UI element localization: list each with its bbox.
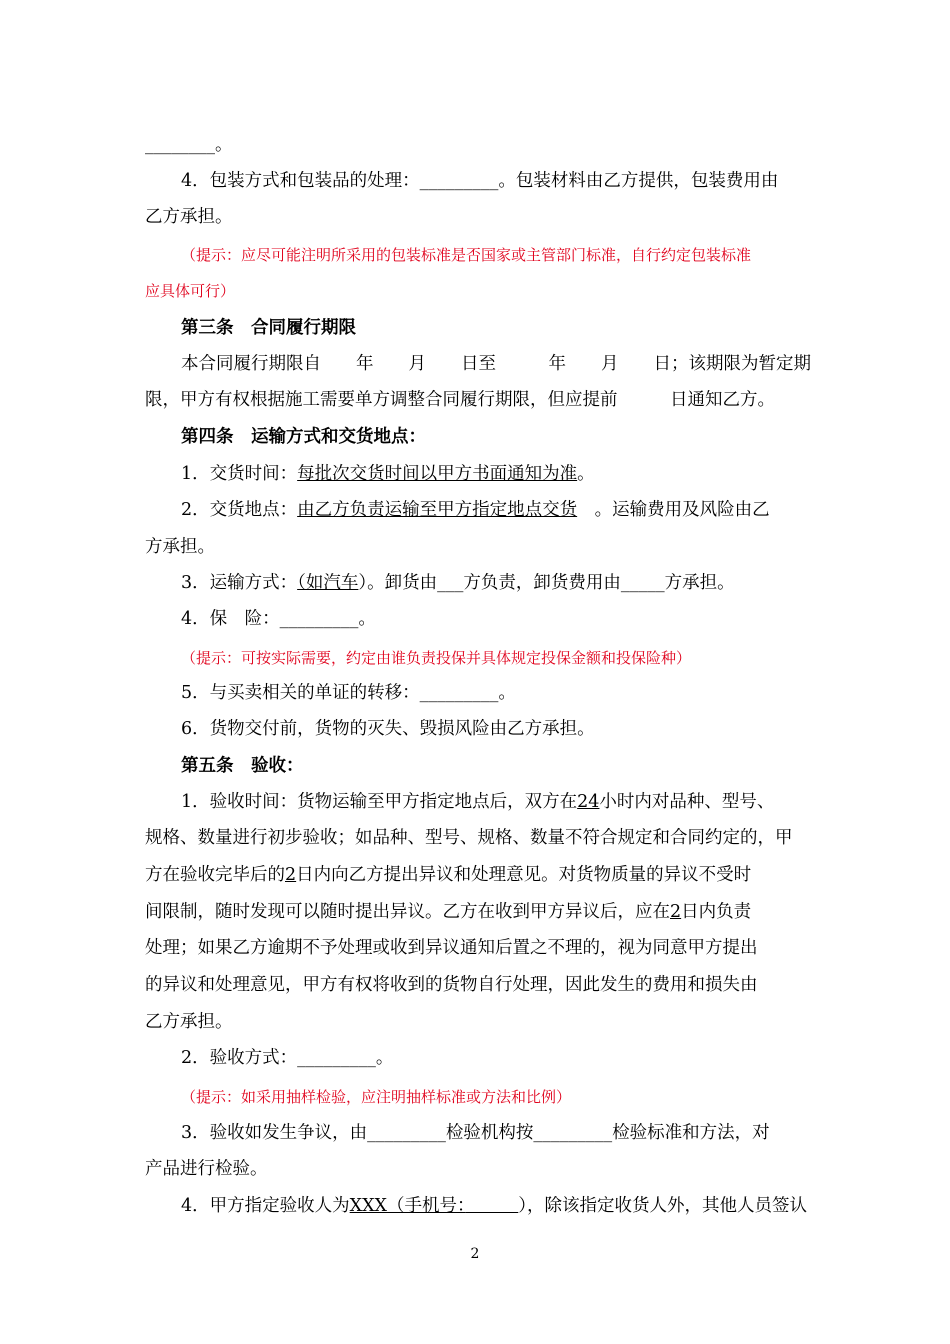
clause-5-1-line-5: 处理；如果乙方逾期不予处理或收到异议通知后置之不理的，视为同意甲方提出	[145, 938, 758, 958]
hint-sampling: （提示：如采用抽样检验，应注明抽样标准或方法和比例）	[181, 1088, 572, 1106]
hint-packaging: （提示：应尽可能注明所采用的包装标准是否国家或主管部门标准，自行约定包装标准	[181, 246, 752, 264]
clause-5-1-line-7: 乙方承担。	[145, 1012, 233, 1032]
clause-4-3-transport: 3．运输方式：（如汽车）。卸货由___方负责，卸货费用由_____方承担。	[181, 573, 735, 593]
hint-packaging-cont: 应具体可行）	[145, 282, 236, 300]
page-number: 2	[470, 1246, 480, 1262]
clause-5-4-inspector: 4．甲方指定验收人为XXX（手机号： ），除该指定收货人外，其他人员签认	[181, 1196, 808, 1216]
hint-insurance: （提示：可按实际需要，约定由谁负责投保并具体规定投保金额和投保险种）	[181, 649, 692, 667]
clause-5-1-line-2: 规格、数量进行初步验收；如品种、型号、规格、数量不符合规定和合同约定的，甲	[145, 828, 793, 848]
article-3-heading: 第三条 合同履行期限	[181, 318, 356, 338]
article-3-text-cont: 限，甲方有权根据施工需要单方调整合同履行期限，但应提前 日通知乙方。	[145, 390, 775, 410]
clause-5-1-inspection-time: 1．验收时间：货物运输至甲方指定地点后，双方在24小时内对品种、型号、	[181, 792, 775, 812]
article-5-heading: 第五条 验收：	[181, 756, 304, 776]
article-4-heading: 第四条 运输方式和交货地点：	[181, 427, 426, 447]
clause-2-4-packaging-cont: 乙方承担。	[145, 207, 233, 227]
clause-5-1-line-6: 的异议和处理意见，甲方有权将收到的货物自行处理，因此发生的费用和损失由	[145, 975, 758, 995]
clause-4-6-risk: 6．货物交付前，货物的灭失、毁损风险由乙方承担。	[181, 719, 595, 739]
clause-5-2-inspection-method: 2．验收方式：_________。	[181, 1048, 394, 1068]
clause-2-4-packaging: 4．包装方式和包装品的处理：_________。包装材料由乙方提供，包装费用由	[181, 171, 779, 191]
clause-4-4-insurance: 4．保 险：_________。	[181, 609, 376, 629]
article-3-text: 本合同履行期限自 年 月 日至 年 月 日；该期限为暂定期	[181, 354, 811, 374]
clause-5-1-line-3: 方在验收完毕后的2日内向乙方提出异议和处理意见。对货物质量的异议不受时	[145, 865, 752, 885]
clause-5-1-line-4: 间限制，随时发现可以随时提出异议。乙方在收到甲方异议后，应在2日内负责	[145, 902, 752, 922]
clause-4-2-cont: 方承担。	[145, 537, 215, 557]
clause-5-3-dispute: 3．验收如发生争议，由_________检验机构按_________检验标准和方法，对	[181, 1123, 770, 1143]
clause-5-3-cont: 产品进行检验。	[145, 1159, 268, 1179]
blank-line: ________。	[145, 135, 233, 155]
clause-4-5-documents: 5．与买卖相关的单证的转移：_________。	[181, 683, 516, 703]
clause-4-2-delivery-place: 2．交货地点：由乙方负责运输至甲方指定地点交货 。运输费用及风险由乙	[181, 500, 770, 520]
clause-4-1-delivery-time: 1．交货时间：每批次交货时间以甲方书面通知为准。	[181, 464, 595, 484]
